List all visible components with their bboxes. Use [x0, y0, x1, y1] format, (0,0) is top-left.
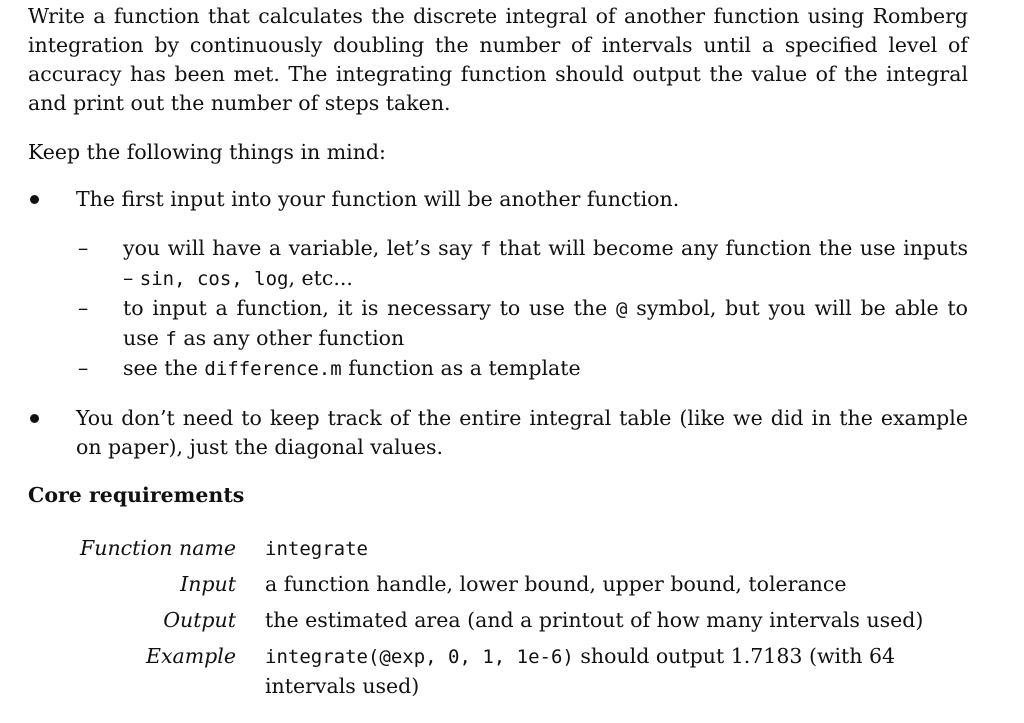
bullet-list [28, 185, 996, 462]
row-text: a function handle, lower bound, upper bound, tolerance [265, 572, 847, 596]
sub-bullet-list [76, 234, 968, 384]
sub-2-code-f: f [165, 328, 177, 350]
intro-paragraph: Write a function that calculates the discrete integral of another function using Romberg integration by continuously doubling the number of intervals until a specified level of accuracy has been met. The integrating function should output the value of the integral and print out the number of steps taken. [28, 4, 968, 115]
row-label: Input [180, 572, 236, 596]
requirements-row-input [28, 564, 945, 600]
requirements-row-function-name [28, 534, 945, 564]
sub-1-pre: you will have a variable, let’s say [123, 236, 480, 260]
sub-1-mid: that will become any function the use inputs – [123, 236, 969, 290]
dash-icon: – [78, 236, 89, 260]
dash-icon: – [78, 296, 89, 320]
sub-bullet-item-1 [76, 234, 968, 294]
row-value [265, 636, 945, 701]
sub-1-post: , etc... [288, 266, 353, 290]
bullet-item-2 [28, 404, 968, 462]
sub-1-code-functions: sin, cos, log [139, 268, 289, 290]
bullet-2-text: You don’t need to keep track of the entire integral table (like we did in the example on paper), just the diagonal values. [76, 406, 968, 459]
bullet-item-1 [28, 185, 968, 384]
requirements-row-output [28, 600, 945, 636]
row-label: Example [146, 644, 236, 668]
row-value [265, 534, 945, 564]
sub-2-post: as any other function [176, 326, 405, 350]
sub-2-mid: symbol, but you will be able to use [123, 296, 969, 350]
sub-3-post: function as a template [341, 356, 581, 380]
bullet-1-text: The first input into your function will be another function. [76, 187, 680, 211]
row-label: Function name [80, 536, 236, 560]
bullet-dot-icon [30, 195, 39, 204]
sub-bullet-item-3 [76, 354, 968, 384]
row-label: Output [163, 608, 236, 632]
core-requirements-heading: Core requirements [28, 483, 245, 507]
row-text: should output 1.7183 (with 64 intervals used) [265, 644, 896, 698]
sub-1-code-f: f [479, 238, 492, 260]
row-text: the estimated area (and a printout of how many intervals used) [265, 608, 924, 632]
row-code: integrate(@exp, 0, 1, 1e-6) [265, 646, 574, 668]
sub-3-pre: see the [123, 356, 205, 380]
row-value [265, 600, 945, 636]
sub-3-code-file: difference.m [204, 358, 342, 380]
bullet-dot-icon [30, 414, 39, 423]
requirements-row-example [28, 636, 945, 701]
row-value [265, 564, 945, 600]
keep-in-mind-heading: Keep the following things in mind: [28, 140, 386, 164]
sub-2-code-at: @ [616, 298, 628, 320]
sub-bullet-item-2 [76, 294, 968, 354]
row-code: integrate [265, 538, 368, 560]
requirements-table [28, 534, 945, 701]
sub-2-pre: to input a function, it is necessary to use the [123, 296, 617, 320]
dash-icon: – [78, 356, 89, 380]
